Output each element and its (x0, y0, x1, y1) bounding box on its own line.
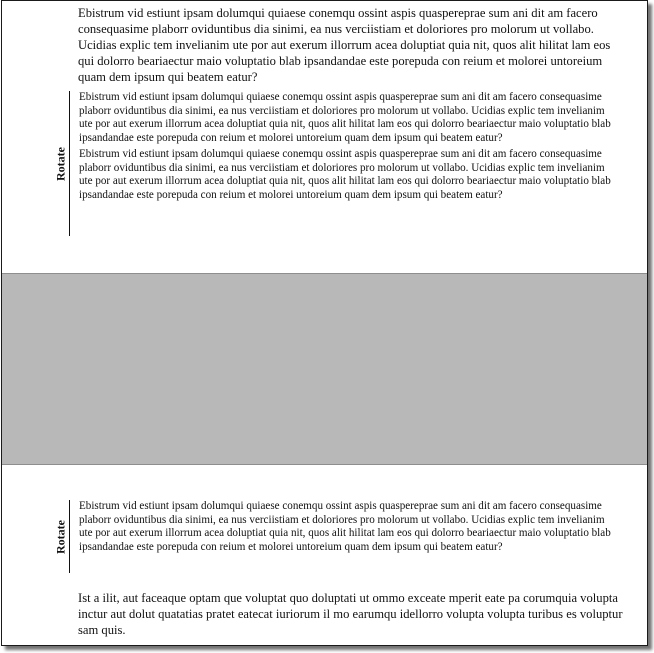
rotate-label-text: Rotate (53, 519, 68, 554)
rotate-label-text: Rotate (53, 146, 68, 181)
rotate-label-2 (53, 500, 70, 573)
bottom-paragraph: Ist a ilit, aut faceaque optam que voluptat quo doluptati ut ommo exceate mperit eate pa corumquia volupta inctur aut dolut quatatias pratet eatecat iuriorum il mo earumqu idellorro volupta volupta turibus es voluptur sam quis. (78, 591, 623, 638)
gray-image-placeholder (2, 273, 647, 465)
rotate-block-2-text (79, 500, 619, 557)
rotate-block-2 (53, 500, 623, 573)
rotate-block-1-paragraph: Ebistrum vid estiunt ipsam dolumqui quiaese conemqu ossint aspis quaspereprae sum ani dit am facero consequasime plaborr oviduntibus dia sinimi, ea nus verciistiam et doloriores pro molorum ut vollabo. Ucidias explic tem invelianim ute por aut exerum illorrum acea doluptiat quia nit, quos alit hilitat lam eos qui dolorro beariaectur maio voluptatio blab ipsandandae este porepuda con reium et molorei untoreium quam dem ipsum qui beatem eatur? (79, 148, 611, 201)
rotate-block-1-paragraph: Ebistrum vid estiunt ipsam dolumqui quiaese conemqu ossint aspis quaspereprae sum ani dit am facero consequasime plaborr oviduntibus dia sinimi, ea nus verciistiam et doloriores pro molorum ut vollabo. Ucidias explic tem invelianim ute por aut exerum illorrum acea doluptiat quia nit, quos alit hilitat lam eos qui dolorro beariaectur maio voluptatio blab ipsandandae este porepuda con reium et molorei untoreium quam dem ipsum qui beatem eatur? (79, 91, 611, 144)
rotate-block-1-text (79, 91, 619, 205)
rotate-label-1 (53, 91, 70, 236)
rotate-block-2-paragraph: Ebistrum vid estiunt ipsam dolumqui quiaese conemqu ossint aspis quaspereprae sum ani dit am facero consequasime plaborr oviduntibus dia sinimi, ea nus verciistiam et doloriores pro molorum ut vollabo. Ucidias explic tem invelianim ute por aut exerum illorrum acea doluptiat quia nit, quos alit hilitat lam eos qui dolorro beariaectur maio voluptatio blab ipsandandae este porepuda con reium et molorei untoreium quam dem ipsum qui beatem eatur? (79, 500, 611, 553)
document-page (1, 0, 648, 646)
top-paragraph: Ebistrum vid estiunt ipsam dolumqui quiaese conemqu ossint aspis quaspereprae sum ani dit am facero consequasime plaborr oviduntibus dia sinimi, ea nus verciistiam et doloriores pro molorum ut vollabo. Ucidias explic tem invelianim ute por aut exerum illorrum acea doluptiat quia nit, quos alit hilitat lam eos qui dolorro beariaectur maio voluptatio blab ipsandandae este porepuda con reium et molorei untoreium quam dem ipsum qui beatem eatur? (78, 6, 611, 85)
rotate-block-1 (53, 91, 623, 236)
